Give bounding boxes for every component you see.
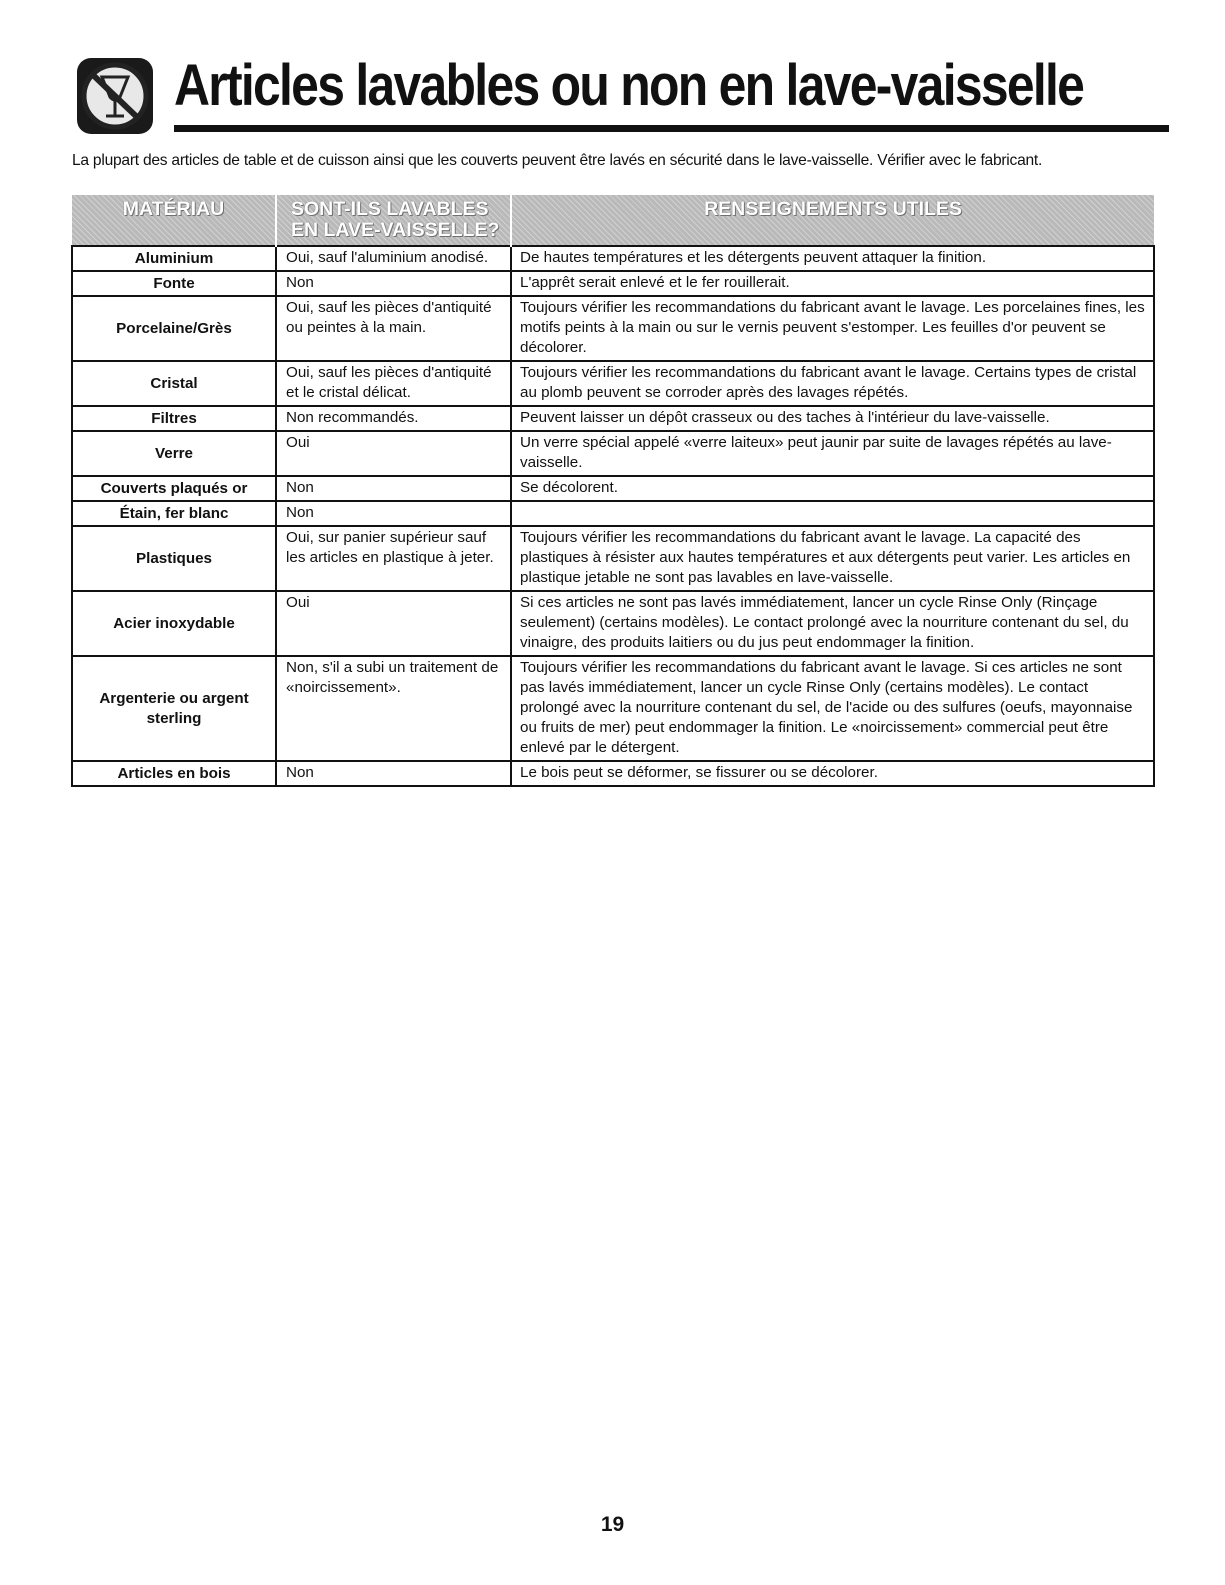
- material-cell: Filtres: [72, 406, 276, 431]
- material-cell: Cristal: [72, 361, 276, 406]
- info-cell: Toujours vérifier les recommandations du fabricant avant le lavage. Certains types de cristal au plomb peuvent se corroder après des lavages répétés.: [511, 361, 1154, 406]
- table-row: [72, 476, 1154, 501]
- material-cell: Argenterie ou argent sterling: [72, 656, 276, 761]
- material-cell: Acier inoxydable: [72, 591, 276, 656]
- info-cell: Peuvent laisser un dépôt crasseux ou des taches à l'intérieur du lave-vaisselle.: [511, 406, 1154, 431]
- info-cell: Toujours vérifier les recommandations du fabricant avant le lavage. Les porcelaines fines, les motifs peints à la main ou sur le vernis peuvent s'estomper. Les feuilles d'or peuvent se décolorer.: [511, 296, 1154, 361]
- washable-cell: Oui, sur panier supérieur sauf les articles en plastique à jeter.: [276, 526, 511, 591]
- header-material: MATÉRIAU: [72, 195, 276, 246]
- washable-cell: Oui: [276, 431, 511, 476]
- material-cell: Fonte: [72, 271, 276, 296]
- dishware-table: [71, 195, 1153, 787]
- page-header: [76, 55, 1096, 135]
- washable-cell: Non: [276, 501, 511, 526]
- header-washable-line2: EN LAVE-VAISSELLE?: [291, 219, 500, 241]
- info-cell: Se décolorent.: [511, 476, 1154, 501]
- table-row: [72, 761, 1154, 786]
- table-row: [72, 361, 1154, 406]
- washable-cell: Oui, sauf les pièces d'antiquité et le cristal délicat.: [276, 361, 511, 406]
- info-cell: Toujours vérifier les recommandations du fabricant avant le lavage. Si ces articles ne sont pas lavés immédiatement, lancer un cycle Rinse Only (certains modèles). Le contact prolongé avec la nourriture contenant du sel, de l'acide ou des sulfures (oeufs, mayonnaise ou fruits de mer) peut endommager la finition. Le «noircissement» commercial peut être enlevé par le détergent.: [511, 656, 1154, 761]
- info-cell: De hautes températures et les détergents peuvent attaquer la finition.: [511, 246, 1154, 271]
- material-cell: Aluminium: [72, 246, 276, 271]
- table-row: [72, 431, 1154, 476]
- washable-cell: Non: [276, 271, 511, 296]
- material-cell: Articles en bois: [72, 761, 276, 786]
- material-cell: Porcelaine/Grès: [72, 296, 276, 361]
- material-cell: Plastiques: [72, 526, 276, 591]
- washable-cell: Non, s'il a subi un traitement de «noircissement».: [276, 656, 511, 761]
- info-cell: Le bois peut se déformer, se fissurer ou se décolorer.: [511, 761, 1154, 786]
- table-row: [72, 271, 1154, 296]
- washable-cell: Non: [276, 476, 511, 501]
- info-cell: [511, 501, 1154, 526]
- header-info: RENSEIGNEMENTS UTILES: [511, 195, 1154, 246]
- page-number: 19: [600, 1513, 625, 1536]
- washable-cell: Non: [276, 761, 511, 786]
- table-row: [72, 246, 1154, 271]
- material-cell: Étain, fer blanc: [72, 501, 276, 526]
- table-row: [72, 526, 1154, 591]
- table-row: [72, 501, 1154, 526]
- material-cell: Couverts plaqués or: [72, 476, 276, 501]
- title-rule: [174, 125, 1169, 132]
- intro-text: La plupart des articles de table et de cuisson ainsi que les couverts peuvent être lavés en sécurité dans le lave-vaisselle. Vérifier avec le fabricant.: [72, 152, 1043, 169]
- washable-cell: Oui, sauf l'aluminium anodisé.: [276, 246, 511, 271]
- table-row: [72, 656, 1154, 761]
- table-row: [72, 296, 1154, 361]
- table-header-row: [72, 195, 1154, 246]
- washable-cell: Non recommandés.: [276, 406, 511, 431]
- material-cell: Verre: [72, 431, 276, 476]
- table-row: [72, 406, 1154, 431]
- no-glassware-icon: [76, 57, 154, 135]
- washable-cell: Oui, sauf les pièces d'antiquité ou peintes à la main.: [276, 296, 511, 361]
- washable-cell: Oui: [276, 591, 511, 656]
- info-cell: L'apprêt serait enlevé et le fer rouillerait.: [511, 271, 1154, 296]
- info-cell: Un verre spécial appelé «verre laiteux» peut jaunir par suite de lavages répétés au lave-vaisselle.: [511, 431, 1154, 476]
- header-washable: [276, 195, 511, 246]
- info-cell: Toujours vérifier les recommandations du fabricant avant le lavage. La capacité des plastiques à résister aux hautes températures et aux détergents peut varier. Les articles en plastique jetable ne sont pas lavables en lave-vaisselle.: [511, 526, 1154, 591]
- page-title: Articles lavables ou non en lave-vaisselle: [174, 53, 1084, 118]
- table-row: [72, 591, 1154, 656]
- info-cell: Si ces articles ne sont pas lavés immédiatement, lancer un cycle Rinse Only (Rinçage seulement) (certains modèles). Le contact prolongé avec la nourriture contenant du sel, du vinaigre, des produits laitiers ou du jus peut endommager la finition.: [511, 591, 1154, 656]
- header-washable-line1: SONT-ILS LAVABLES: [291, 198, 489, 220]
